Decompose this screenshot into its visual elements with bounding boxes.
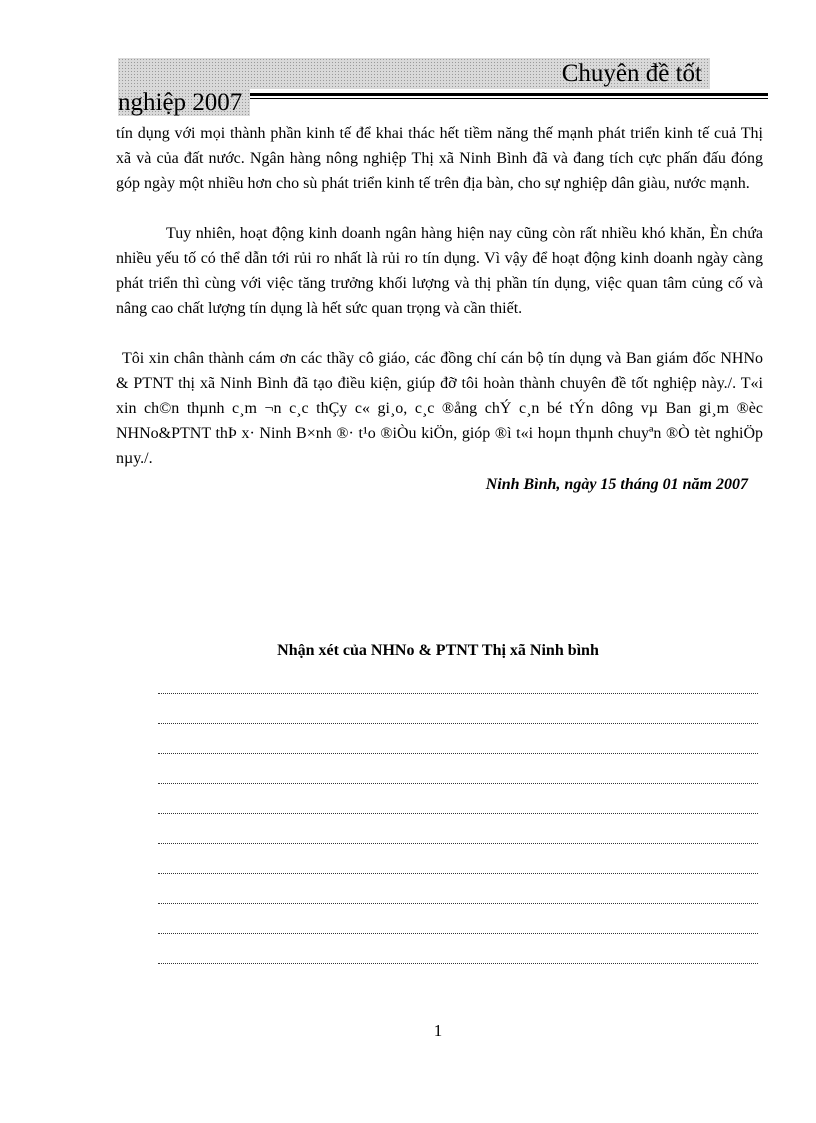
page-number: 1 [433,1021,443,1040]
comment-dotted-line [158,782,758,784]
comment-dotted-line [158,902,758,904]
comment-lines [158,692,758,992]
date-signature: Ninh Bình, ngày 15 tháng 01 năm 2007 [485,476,748,493]
comment-dotted-line [158,812,758,814]
comment-dotted-line [158,692,758,694]
comment-dotted-line [158,962,758,964]
body-paragraph-3: Tôi xin chân thành cám ơn các thầy cô giáo, các đồng chí cán bộ tín dụng và Ban giám đốc NHNo & PTNT thị xã Ninh Bình đã tạo điều kiện, giúp đỡ tôi hoàn thành chuyên đề tốt nghiệp này./. T«i xin ch©n thµnh c¸m ¬n c¸c thÇy c« gi¸o, c¸c ®ång chÝ c¸n bé tÝn dông vµ Ban gi¸m ®èc NHNo&PTNT thÞ x· Ninh B×nh ®· t¹o ®iÒu kiÖn, gióp ®ì t«i hoµn thµnh chuyªn ®Ò tèt nghiÖp nµy./. [116,350,763,467]
header-rule-thin [250,98,768,99]
comment-dotted-line [158,722,758,724]
body-paragraph-2: Tuy nhiên, hoạt động kinh doanh ngân hàng hiện nay cũng còn rất nhiều khó khăn, Èn chứa nhiều yếu tố có thể dẫn tới rủi ro nhất là rủi ro tín dụng. Vì vậy để hoạt động kinh doanh ngày càng phát triển thì cùng với việc tăng trưởng khối lượng và thị phần tín dụng, việc quan tâm củng cố và nâng cao chất lượng tín dụng là hết sức quan trọng và cần thiết. [116,225,763,317]
comment-dotted-line [158,932,758,934]
comment-dotted-line [158,752,758,754]
header-title: Chuyên đề tốt [561,60,702,87]
header-title-continuation: nghiệp 2007 [118,89,243,116]
comment-dotted-line [158,842,758,844]
header-rule-thick [250,93,768,96]
comment-section-title: Nhận xét của NHNo & PTNT Thị xã Ninh bình [277,642,599,659]
comment-dotted-line [158,872,758,874]
body-paragraph-1: tín dụng với mọi thành phần kinh tế để khai thác hết tiềm năng thế mạnh phát triển kinh tế cuả Thị xã và của đất nước. Ngân hàng nông nghiệp Thị xã Ninh Bình đã và đang tích cực phấn đấu đóng góp ngày một nhiều hơn cho sù phát triển kinh tế trên địa bàn, cho sự nghiệp dân giàu, nước mạnh. [116,125,763,192]
